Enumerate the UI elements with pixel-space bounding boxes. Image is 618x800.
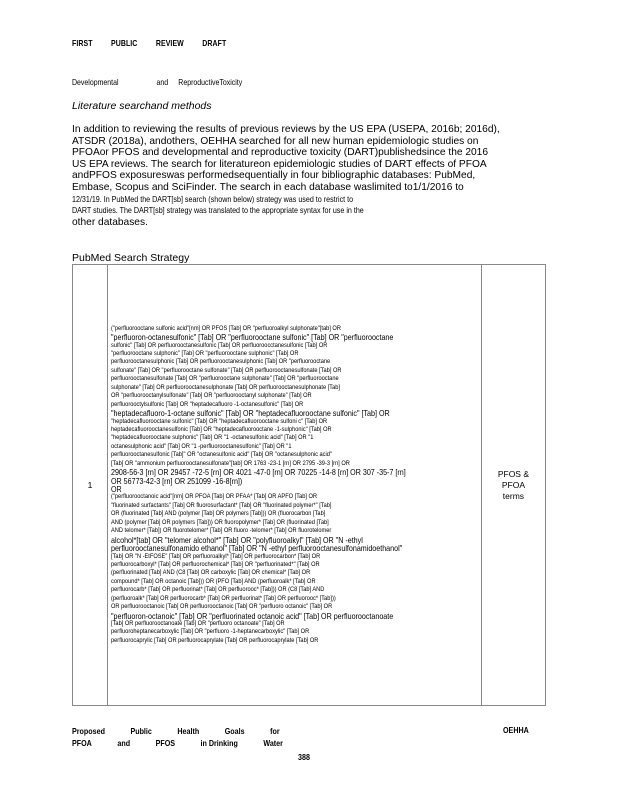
row-number: 1 — [73, 265, 108, 706]
query-line: "heptadecafluoro-1-octane sulfonic" [Tab] OR "heptadecafluorooctane sulfonic" [Tab] OR — [110, 408, 390, 419]
query-line: perfluorooctanesulfonamido ethanol" [Tab] OR "N -ethyl perfluorooctanesulfonamidoethanol" — [110, 543, 403, 554]
footer-word: Goals — [224, 726, 245, 736]
query-line: (perfluoroalk* [Tab] OR perfluorocarb* [Tab] OR perfluorinat* [Tab] OR perfluorooc* [Tab])) — [110, 594, 336, 602]
paragraph-line: US EPA reviews. The search for literatureon epidemiologic studies of DART effects of PFOA — [72, 158, 487, 170]
footer-word: and — [117, 738, 131, 748]
chapter-word: and — [156, 77, 169, 87]
paragraph-line: 12/31/19. In PubMed the DART[sb] search (shown below) strategy was used to restrict to — [72, 193, 354, 204]
query-line: perfluorooctanesulphonic [Tab] OR perfluorooctanesulphonic [Tab] OR "perfluorooctane — [110, 358, 331, 366]
query-line: perfluorooctanesulfonic [Tab]" OR "octanesulfonic acid" [Tab] OR "octanesulphonic acid" — [110, 451, 332, 459]
query-line: (perfluorinated [Tab] AND (C8 [Tab] OR carboxylic [Tab] OR chemical* [Tab] OR — [110, 569, 311, 577]
footer-title — [72, 725, 542, 749]
page-number: 388 — [298, 752, 310, 762]
query-line: AND telomer* [Tab]) OR fluorotelomer* [Tab] OR fluoro -telomer* [Tab] OR fluorotelomer — [110, 527, 332, 535]
query-line: heptadecafluorooctanesulfonic [Tab] OR "heptadecafluorooctane -1-sulphonic" [Tab] OR — [110, 425, 332, 433]
query-line: [Tab] OR "ammonium perfluorooctanesulfonate"[tab] OR 1763 -23-1 [rn] OR 2795 -39-3 [rn] OR — [110, 459, 350, 467]
footer-word: PFOS — [155, 738, 176, 748]
query-line: sulfonic" [Tab] OR perfluorooctanesulfonic [Tab] OR perfluoroocctanesulfonic [Tab] OR — [110, 341, 328, 349]
query-line: [Tab] OR "N -EtFOSE" [Tab] OR perfluoroalkyl* [Tab] OR perfluorocarbon* [Tab] OR — [110, 552, 321, 560]
paragraph-line: ATSDR (2018a), andothers, OEHHA searched for all new human epidemiologic studies on — [72, 135, 479, 147]
footer-word: for — [270, 726, 280, 736]
query-line: "heptadecafluorooctane sulphonic" [Tab] OR "1 -octanesulfonic acid" [Tab] OR "1 — [110, 434, 314, 442]
query-line: OR (fluorinated [Tab] AND (polymer [Tab] OR polymers [Tab])) OR (fluorocarbon [Tab] — [110, 510, 326, 518]
table-title: PubMed Search Strategy — [72, 252, 190, 264]
query-line: perfluorocarboxyl* [Tab] OR perfluorochemical* [Tab] OR "perfluorinated*" [Tab] OR — [110, 560, 320, 568]
query-line: sulfonate" [Tab] OR "perfluorooctane sulfonate" [Tab] OR perfluorooctanesulfonate [Tab] OR — [110, 366, 342, 374]
query-line: OR "perfluorooctanylsulfonate" [Tab] OR "perfluorooctanyl sulphonate" [Tab] OR — [110, 392, 312, 400]
query-line: perfluorooctanesulfonate [Tab] OR "perfluorooctane sulphonate" [Tab] OR "perfluorooctane — [110, 375, 339, 383]
terms-cell — [481, 265, 545, 706]
query-line: OR 56773-42-3 [rn] OR 251099 -16-8[rn]) — [110, 475, 243, 486]
query-lines — [111, 325, 481, 646]
search-strategy-table — [72, 264, 546, 706]
chapter-word: ReproductiveToxicity — [178, 77, 243, 87]
query-line: ("perfluorooctanoic acid"[nm] OR PFOA [Tab] OR PFAA* [Tab] OR APFO [Tab] OR — [110, 493, 317, 501]
query-line: "perfluoron-octanoic" [Tab] OR "perfluorinated octanoic acid" [Tab] OR perfluorooctanoate — [110, 610, 394, 621]
terms-label: terms — [502, 490, 525, 501]
terms-label: PFOA — [501, 479, 525, 490]
header-word: REVIEW — [155, 38, 184, 48]
header-word: DRAFT — [202, 38, 227, 48]
body-paragraph — [72, 124, 552, 228]
footer-word: Public — [130, 726, 152, 736]
draft-header — [72, 38, 243, 48]
section-heading: Literature searchand methods — [72, 100, 212, 112]
query-line: "perfluoron-octanesulfonic" [Tab] OR "perfluorooctane sulfonic" [Tab] OR "perfluorooctane — [110, 332, 394, 343]
query-line: [Tab] OR perfluorooctanoate [Tab] OR "perfluoro octanoate" [Tab] OR — [110, 620, 285, 627]
query-line: ("perfluorooctane sulfonic acid"[nm] OR PFOS [Tab] OR "perfluoroalkyl sulphonate"[tab] OR — [110, 324, 341, 332]
footer-word: Health — [177, 726, 200, 736]
paragraph-line: In addition to reviewing the results of previous reviews by the US EPA (USEPA, 2016b; 2016d), — [72, 124, 500, 135]
paragraph-line: andPFOS exposureswas performedsequentially in four bibliographic databases: PubMed, — [72, 170, 476, 182]
query-line: "perfluorooctane sulphonic" [Tab] OR "perfluorooctane sulphonic" [Tab] OR — [110, 350, 299, 357]
query-line: 2908-56-3 [rn] OR 29457 -72-5 [rn] OR 4021 -47-0 [rn] OR 70225 -14-8 [rn] OR 307 -35-7 [rn] — [110, 467, 406, 478]
footer-word: PFOA — [72, 738, 92, 748]
agency-name: OEHHA — [503, 725, 529, 735]
footer-word: Proposed — [72, 726, 105, 736]
query-line: "heptadecafluorooctane sulfonic" [Tab] OR "heptadecafluorooctane sulfoni c" [Tab] OR — [110, 417, 328, 425]
search-query-cell — [107, 265, 481, 706]
chapter-header — [72, 77, 278, 87]
footer-word: in Drinking — [200, 738, 238, 748]
chapter-word: Developmental — [72, 77, 119, 87]
paragraph-line: PFOAor PFOS and developmental and reproductive toxicity (DART)publishedsince the 2016 — [72, 147, 489, 159]
query-line: sulphonate" [Tab] OR perfluorooctanesulphonate [Tab] OR perfluorooctanesulphonate [Tab] — [110, 383, 340, 391]
footer-word: Water — [263, 738, 283, 748]
query-line: perfluorocarb* [Tab] OR perfluorinat* [Tab] OR perfluorooc* [Tab])) OR (C8 [Tab] AND — [110, 586, 325, 594]
query-line: AND (polymer [Tab] OR polymers [Tab])) OR fluoropolymer* [Tab] OR (fluorinated [Tab] — [110, 518, 329, 526]
query-line: perfluorooctylsulfonic [Tab] OR "heptadecafluoro -1-octanesulfonic" [Tab] OR — [110, 400, 304, 408]
terms-label: PFOS & — [497, 468, 530, 479]
query-line: OR perfluorooctanoic [Tab] OR perfluorooctanoic [Tab] OR "perfluoro octanoic" [Tab] OR — [110, 603, 333, 611]
paragraph-line: DART studies. The DART[sb] strategy was translated to the appropriate syntax for use in the — [72, 205, 364, 216]
query-line: perfluoroheptanecarboxylic [Tab] OR "perfluoro -1-heptanecarboxylic" [Tab] OR — [110, 628, 310, 636]
table-row — [73, 265, 546, 706]
query-line: OR — [110, 484, 122, 494]
query-line: compound* [Tab] OR octanoic [Tab])) OR (PFO [Tab] AND (perfluoroalk* [Tab] OR — [110, 577, 316, 585]
paragraph-line: Embase, Scopus and SciFinder. The search in each database waslimited to1/1/2016 to — [72, 181, 464, 193]
query-line: octanesulphonic acid" [Tab] OR "1 -perfluorooctanesulfonic" [Tab] OR "1 — [110, 442, 292, 450]
query-line: alcohol*[tab] OR "telomer alcohol*" [Tab] OR "polyfluoroalkyl" [Tab] OR "N -ethyl — [110, 534, 363, 545]
header-word: PUBLIC — [110, 38, 138, 48]
query-line: perfluorocaprylic [Tab] OR perfluorocaprylate [Tab] OR perfluorocaprylate [Tab] OR — [110, 636, 319, 644]
header-word: FIRST — [72, 38, 93, 48]
query-line: "fluorinated surfactants" [Tab] OR fluorosurfactant* [Tab] OR "fluorinated polymer*" [Tab] — [110, 501, 332, 509]
paragraph-line: other databases. — [72, 216, 148, 228]
